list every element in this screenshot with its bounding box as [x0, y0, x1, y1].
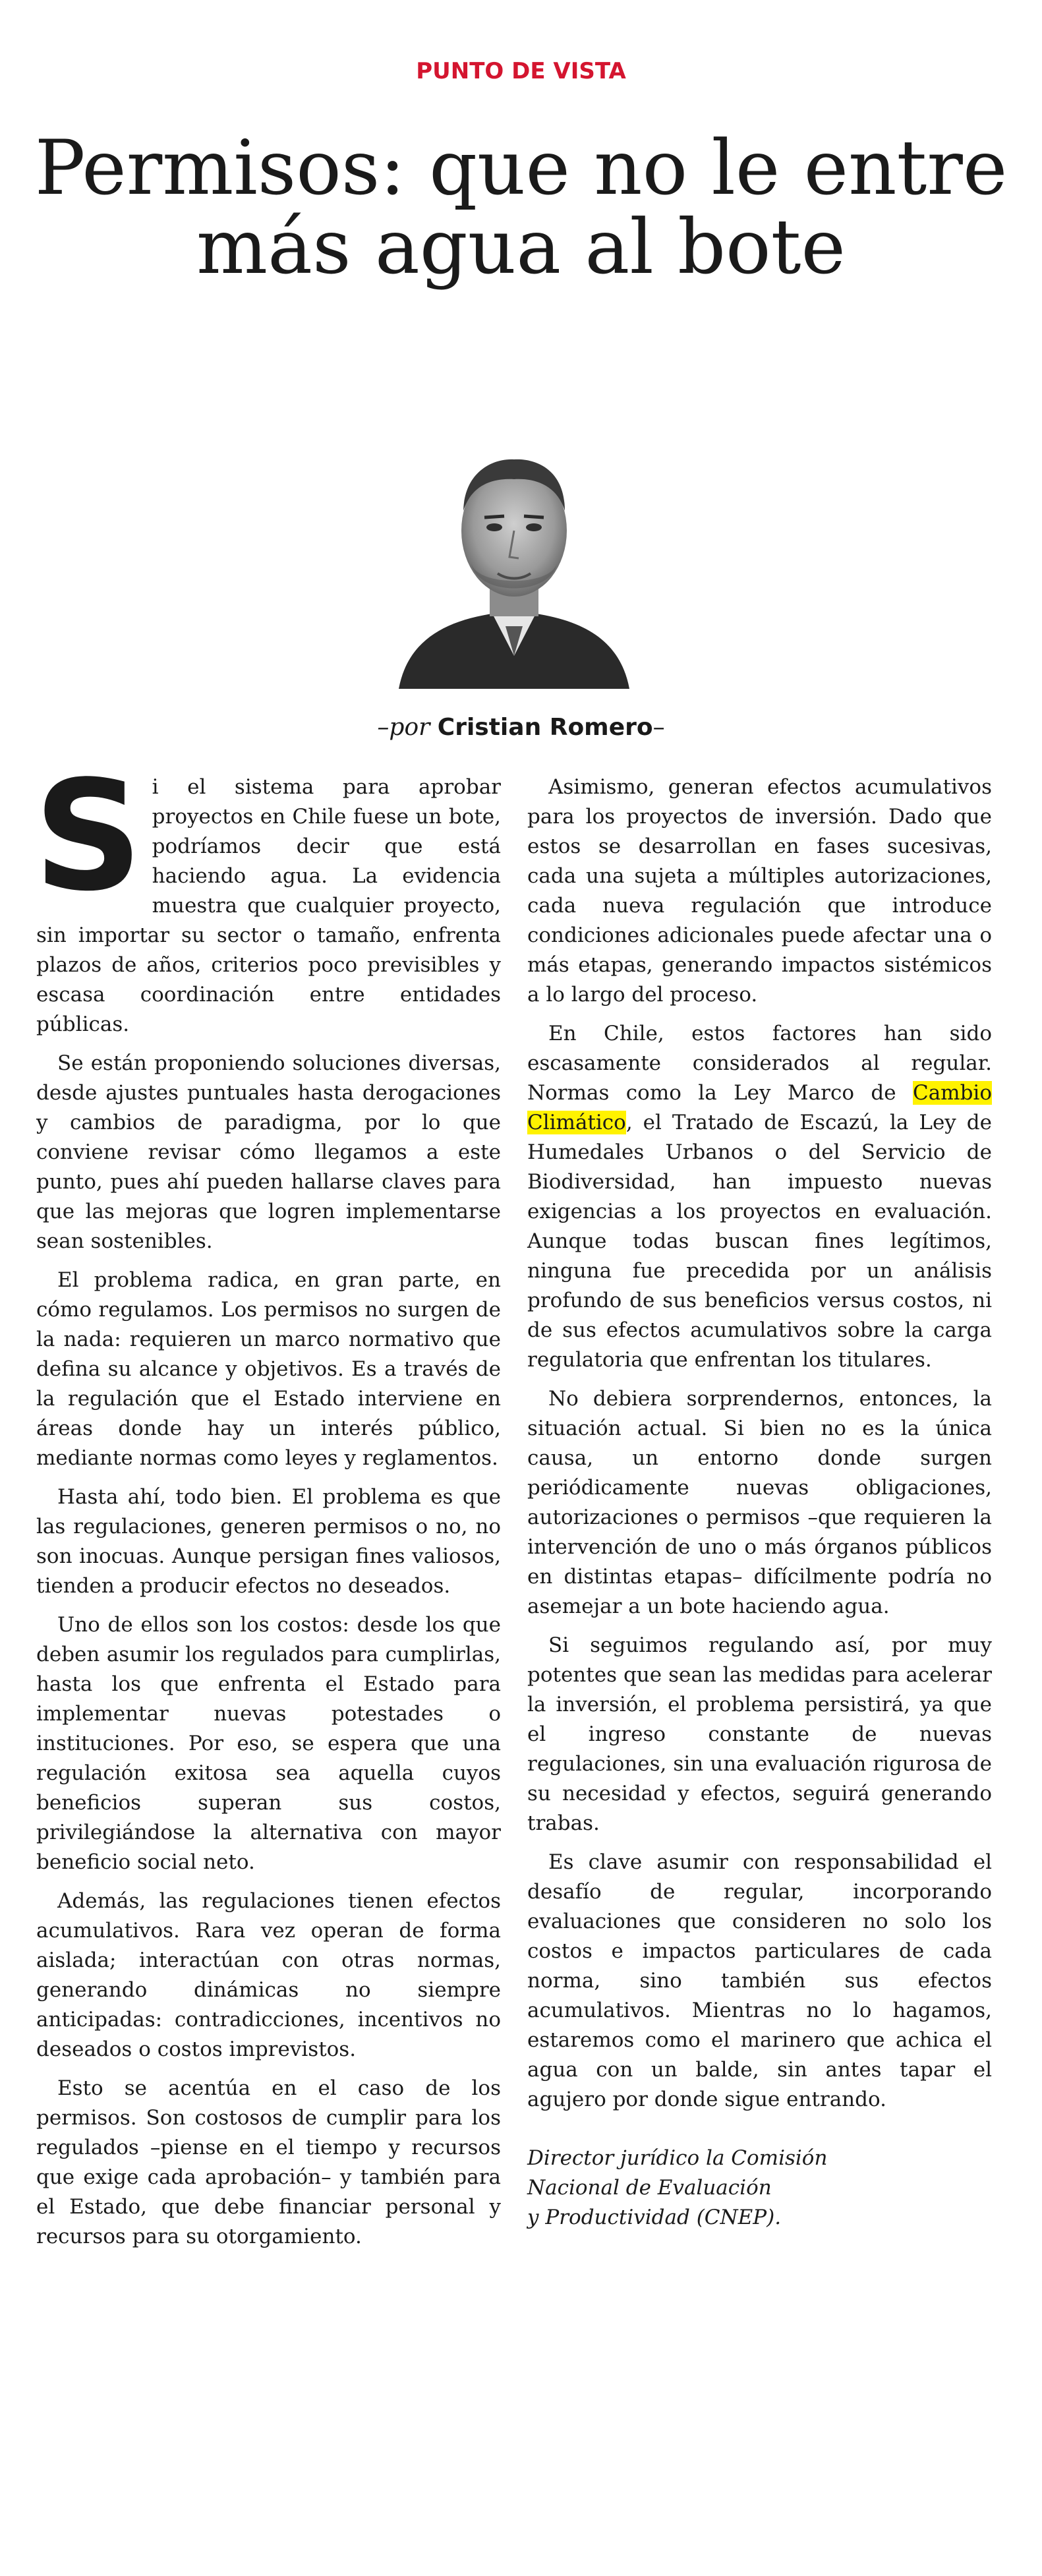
paragraph: Además, las regulaciones tienen efectos acumulativos. Rara vez operan de forma aislada; interactúan con otras normas, generando dinámicas no siempre anticipadas: contradicciones, incentivos no deseados o costos imprevistos.: [36, 1889, 501, 2061]
paragraph: Asimismo, generan efectos acumulativos para los proyectos de inversión. Dado que estos se desarrollan en fases sucesivas, cada una sujeta a múltiples autorizaciones, cada nueva regulación que introduce condiciones adicionales puede afectar una o más etapas, generando impactos sistémicos a lo largo del proceso.: [527, 775, 992, 1007]
article-column-left: [34, 749, 501, 2261]
paragraph: Si el sistema para aprobar proyectos en Chile fuese un bote, podríamos decir que está haciendo agua. La evidencia muestra que cualquier proyecto, sin importar su sector o tamaño, enfrenta plazos de años, criterios poco previsibles y escasa coordinación entre entidades públicas.: [34, 749, 501, 1036]
byline: [0, 714, 1042, 741]
paragraph: Si seguimos regulando así, por muy potentes que sean las medidas para acelerar la inversión, el problema persistirá, ya que el ingreso constante de nuevas regulaciones, sin una evaluación rigurosa de su necesidad y efectos, seguirá generando trabas.: [527, 1633, 992, 1835]
paragraph: Hasta ahí, todo bien. El problema es que las regulaciones, generen permisos o no, no son inocuas. Aunque persigan fines valiosos, tienden a producir efectos no deseados.: [36, 1485, 501, 1598]
author-photo: [392, 438, 636, 689]
paragraph: El problema radica, en gran parte, en cómo regulamos. Los permisos no surgen de la nada: requieren un marco normativo que defina su alcance y objetivos. Es a través de la regulación que el Estado interviene en áreas donde hay un interés público, mediante normas como leyes y reglamentos.: [36, 1268, 501, 1470]
signature-line: y Productividad (CNEP).: [527, 2206, 782, 2229]
author-name: Cristian Romero: [437, 714, 653, 741]
byline-prefix: –por: [377, 714, 438, 741]
paragraph: Es clave asumir con responsabilidad el desafío de regular, incorporando evaluaciones que consideren no solo los costos e impactos particulares de cada norma, sino también sus efectos acumulativos. Mientras no lo hagamos, estaremos como el marinero que achica el agua con un balde, sin antes tapar el agujero por donde sigue entrando.: [527, 1850, 992, 2111]
article-column-right: [527, 773, 992, 2233]
highlighted-text: Cambio Climático: [527, 1081, 992, 1134]
paragraph: Esto se acentúa en el caso de los permisos. Son costosos de cumplir para los regulados –piense en el tiempo y recursos que exige cada aprobación– y también para el Estado, que debe financiar personal y recursos para su otorgamiento.: [36, 2076, 501, 2248]
drop-cap: S: [34, 749, 143, 925]
paragraph: No debiera sorprendernos, entonces, la situación actual. Si bien no es la única causa, un entorno donde surgen periódicamente nuevas obligaciones, autorizaciones o permisos –que requieren la intervención de uno o más órganos públicos en distintas etapas– difícilmente podría no asemejar a un bote haciendo agua.: [527, 1387, 992, 1618]
paragraph: Se están proponiendo soluciones diversas, desde ajustes puntuales hasta derogaciones y cambios de paradigma, por lo que conviene revisar cómo llegamos a este punto, pues ahí pueden hallarse claves para que las mejoras que logren implementarse sean sostenibles.: [36, 1051, 501, 1253]
paragraph: En Chile, estos factores han sido escasamente considerados al regular. Normas como la Ley Marco de Cambio Climático, el Tratado de Escazú, la Ley de Humedales Urbanos o del Servicio de Biodiversidad, han impuesto nuevas exigencias a los proyectos en evaluación. Aunque todas buscan fines legítimos, ninguna fue precedida por un análisis profundo de sus beneficios versus costos, ni de sus efectos acumulativos sobre la carga regulatoria que enfrentan los titulares.: [527, 1022, 992, 1372]
section-kicker: PUNTO DE VISTA: [416, 58, 626, 84]
paragraph: Uno de ellos son los costos: desde los que deben asumir los regulados para cumplirlas, hasta los que enfrenta el Estado para implementar nuevas potestades o instituciones. Por eso, se espera que una regulación exitosa sea aquella cuyos beneficios superan sus costos, privilegiándose la alternativa con mayor beneficio social neto.: [36, 1613, 501, 1874]
author-signature: [527, 2144, 992, 2233]
article-headline: Permisos: que no le entre más agua al bote: [34, 124, 1008, 291]
byline-suffix: –: [652, 714, 665, 741]
signature-line: Nacional de Evaluación: [527, 2176, 772, 2200]
signature-line: Director jurídico la Comisión: [527, 2146, 828, 2170]
